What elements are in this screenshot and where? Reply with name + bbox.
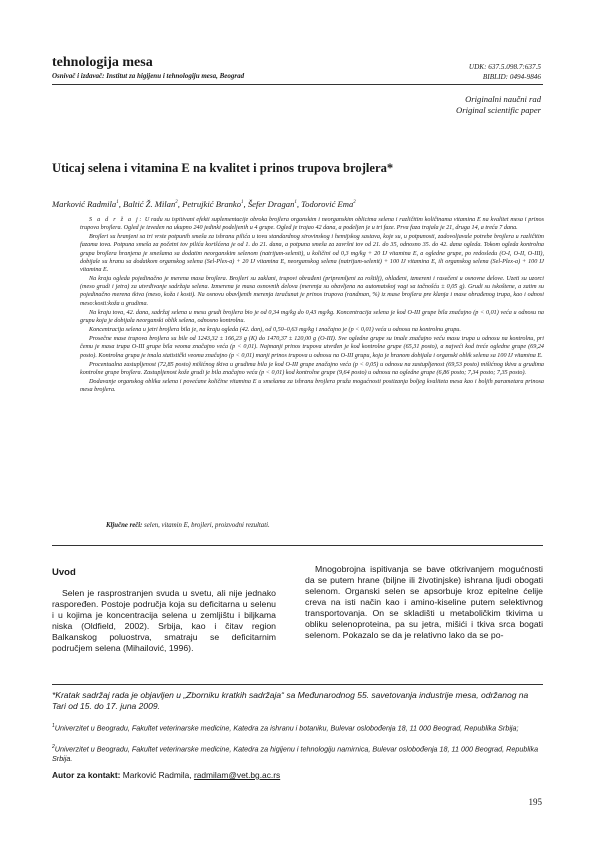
paper-title: Uticaj selena i vitamina E na kvalitet i prinos trupova brojlera* bbox=[52, 161, 394, 175]
footnote-summary: *Kratak sadržaj rada je objavljen u „Zborniku kratkih sadržaja“ sa Međunarodnog 55. savetovanja industrije mesa, održanog na Tari od 15. do 17. juna 2009. bbox=[52, 690, 529, 711]
contact-label: Autor za kontakt: bbox=[52, 770, 121, 780]
header-identifiers bbox=[469, 62, 541, 82]
paper-type bbox=[456, 94, 541, 116]
contact-email-link[interactable]: radmilam@vet.bg.ac.rs bbox=[193, 770, 281, 780]
page-number: 195 bbox=[528, 797, 542, 807]
abstract-paragraph: Prosečne mase trupova brojlera su bile od 1243,32 ± 166,23 g (K) do 1470,37 ± 120,00 g (O-III). Sve ogledne grupe su imale značajno veću masu trupa u odnosu na kontrolnu, pri čemu je masa trupa O-III grupe bila veoma značajno veća (p < 0,01). Najmanji prinos trupova utvrđen je kod kontrolne grupe (65,31 posto), a najveći kod treće ogledne grupe (69,24 posto). Kontrolna grupa je imala statistički veoma značajno (p < 0,01) manji prinos trupova u odnosu na O-III grupu, koja je hranom dobijala i organski oblik selena sa 100 IJ vitamina E. bbox=[80, 336, 544, 359]
abstract-paragraph: Koncentracija selena u jetri brojlera bila je, na kraju ogleda (42. dan), od 0,50–0,63 mg/kg i značajno je (p < 0,01) veća u odnosu na kontrolnu grupu. bbox=[89, 327, 461, 334]
abstract-paragraph: Dodavanje organskog oblika selena i povećane količine vitamina E u smešama za ishranu brojlera pruža mogućnosti postizanja boljeg kvaliteta mesa kao i boljih parametara prinosa mesa brojlera. bbox=[80, 378, 544, 394]
author-name: Marković Radmila bbox=[52, 199, 117, 209]
abstract-paragraph: Procentualna zastupljenost (72,85 posto) mišićnog tkiva u grudima bila je kod O-III grupe značajno veća (p < 0,05) u odnosu na zastupljenost (69,53 posto) mišićnog tkiva u grudima kontrolne grupe brojlera. Zastupljenost kože grudi je bila značajno veća (p < 0,01) kod kontrolne grupe (9,64 posto) u odnosu na ogledne grupe (6,86 posto; 7,34 posto; 7,35 posto). bbox=[80, 361, 544, 376]
author-name: Šefer Dragan bbox=[247, 199, 295, 209]
abstract-paragraph bbox=[80, 216, 544, 232]
keywords-label: Ključne reči: bbox=[106, 522, 143, 529]
section-heading-intro: Uvod bbox=[52, 567, 76, 578]
journal-title: tehnologija mesa bbox=[52, 55, 153, 70]
paper-type-local: Originalni naučni rad bbox=[465, 94, 541, 104]
affiliation-1 bbox=[52, 722, 543, 733]
publisher-line: Osnivač i izdavač: Institut za higijenu i tehnologiju mesa, Beograd bbox=[52, 72, 245, 80]
biblid-code: BIBLID: 0494-9846 bbox=[482, 73, 541, 81]
intro-right-column bbox=[305, 564, 543, 641]
intro-right-text: Mnogobrojna ispitivanja se bave otkrivanjem mogućnosti da se putem hrane (biljne ili životinjske) ishrana ljudi obogati selenom. Organski selen se apsorbuje kroz epitelne ćelije creva na isti način kao i amino-kiseline putem selektivnog transportovanja. On se skladišti u metaboličkim tkivima u obliku selenoproteina, pa su jetra, mišići i tkiva srca bogati selenom. Pokazalo se da je relativno lako da se po- bbox=[305, 564, 543, 640]
abstract-paragraph: Na kraju ogleda pojedinačno je merena masa brojlera. Brojleri su zaklani, trupovi obrađeni (pripremljeni za roštilj), ohlađeni, izmereni i rasečeni u osnovne delove. Uzeti su uzorci (meso grudi i jetra) za utvrđivanje sadržaja selena. Izmerena je masa osnovnih delova (merenja su obavljena na automatskoj vagi sa tačnošću ± 0,05 g). Grudi su iskoštene, a zatim su pojedinačno merena tkiva (meso, koža i kosti). Na osnovu obavljenih merenja izračunat je prinos trupova (randman, %) iz mase brojlera pre klanja i mase obrađenog trupa, kao i odnosi meso:kosti:koža u grudima. bbox=[80, 276, 544, 307]
keywords-text: selen, vitamin E, brojleri, proizvodni rezultati. bbox=[144, 522, 270, 529]
footnote-rule bbox=[52, 684, 543, 685]
author-affil-sup: 1 bbox=[241, 200, 244, 206]
affiliation-sup: 1 bbox=[52, 723, 55, 729]
affiliation-text: Univerzitet u Beogradu, Fakultet veterinarske medicine, Katedra za ishranu i botaniku, Bulevar oslobođenja 18, 11 000 Beograd, Republika Srbija; bbox=[54, 723, 519, 733]
author-affil-sup: 1 bbox=[116, 200, 119, 206]
udk-code: UDK: 637.5.098.7:637.5 bbox=[468, 63, 541, 71]
author-affil-sup: 1 bbox=[294, 200, 297, 206]
author-name: Baltić Ž. Milan bbox=[123, 199, 176, 209]
affiliation-sup: 2 bbox=[52, 744, 55, 750]
affiliation-2 bbox=[52, 743, 543, 763]
abstract-lead: S a d r ž a j: bbox=[89, 217, 143, 223]
abstract-paragraph: Brojleri su hranjeni sa tri vrste potpunih smeša za ishranu pilića u tovu standardnog sirovinskog i hemijskog sastava, koje su, u potpunosti, zadovoljavale potrebe brojlera u različitim fazama tova. Potpuna smeša za početni tov pilića korišćena je od 1. do 21. dana, a potpuna smeša za završni tov od 21. do 35, odnosno 35. do 42. dana ogleda. Tokom ogleda kontrolna grupa brojlera hranjena je smešama sa dodatim neorganskim selenom (natrijum-selenit), u količini od 0,3 mg/kg + 20 IJ vitamina E, a ogledne grupe, po redosledu (O-I, O-II, O-III), dobijale su hranu sa dodatkom organskog selena (Sel-Plex-a) + 20 IJ vitamina E, neorganskog selena (natrijum-selenit) + 100 IJ vitamina E, ili organskog selena (Sel-Plex-a) + 100 IJ vitamina E. bbox=[80, 234, 544, 273]
abstract bbox=[80, 216, 544, 395]
affiliation-text: Univerzitet u Beogradu, Fakultet veterinarske medicine, Katedra za higijenu i tehnologiju namirnica, Bulevar oslobođenja 18, 11 000 Beograd, Republika Srbija. bbox=[52, 744, 539, 763]
abstract-text: U radu su ispitivani efekti suplementacije obroka brojlera organskim i neorganskim oblicima selena i različitim količinama vitamina E na kvalitet mesa i prinos trupova brojlera. Ogled je izveden na ukupno 240 jedinki podeljenih u 4 grupe. Ogled je trajao 42 dana, a podeljen je u tri faze. Prva faza trajala je 21, druga 14, a treća 7 dana. bbox=[80, 217, 544, 232]
author-affil-sup: 2 bbox=[175, 200, 178, 206]
contact-name: Marković Radmila, bbox=[122, 770, 192, 780]
contact-line bbox=[52, 770, 280, 780]
intro-left-text: Selen je rasprostranjen svuda u svetu, ali nije jednako raspoređen. Postoje područja koja su deficitarna u selenu i u kojima je koncentracija selena u zemljištu i biljkama niska (Oldfield, 2002). Srbija, kao i čitav region Balkanskog poluostrva, smatraju se deficitarnim područjem selena (Mihailović, 1996). bbox=[52, 588, 276, 653]
header-rule bbox=[52, 84, 543, 85]
author-affil-sup: 2 bbox=[353, 200, 356, 206]
abstract-paragraph: Na kraju tova, 42. dana, sadržaj selena u mesu grudi brojlera bio je od 0,34 mg/kg do 0,43 mg/kg. Koncentracija selena je kod O-III grupe bila značajno (p < 0,01) veća u odnosu na grupu koja je dobijala neorganski oblik selena, odnosno kontrolnu. bbox=[80, 309, 544, 324]
paper-type-english: Original scientific paper bbox=[456, 105, 541, 115]
keywords bbox=[106, 522, 270, 529]
author-name: Todorović Ema bbox=[301, 199, 354, 209]
intro-left-column bbox=[52, 588, 276, 654]
author-list: Marković Radmila$^1$, Baltić Ž. Milan$^2$, Petrujkić Branko$^1$, Šefer Dragan$^1$, Todorović Ema$^2$ bbox=[52, 199, 356, 209]
author-name: Petrujkić Branko bbox=[182, 199, 242, 209]
abstract-rule bbox=[52, 545, 543, 546]
